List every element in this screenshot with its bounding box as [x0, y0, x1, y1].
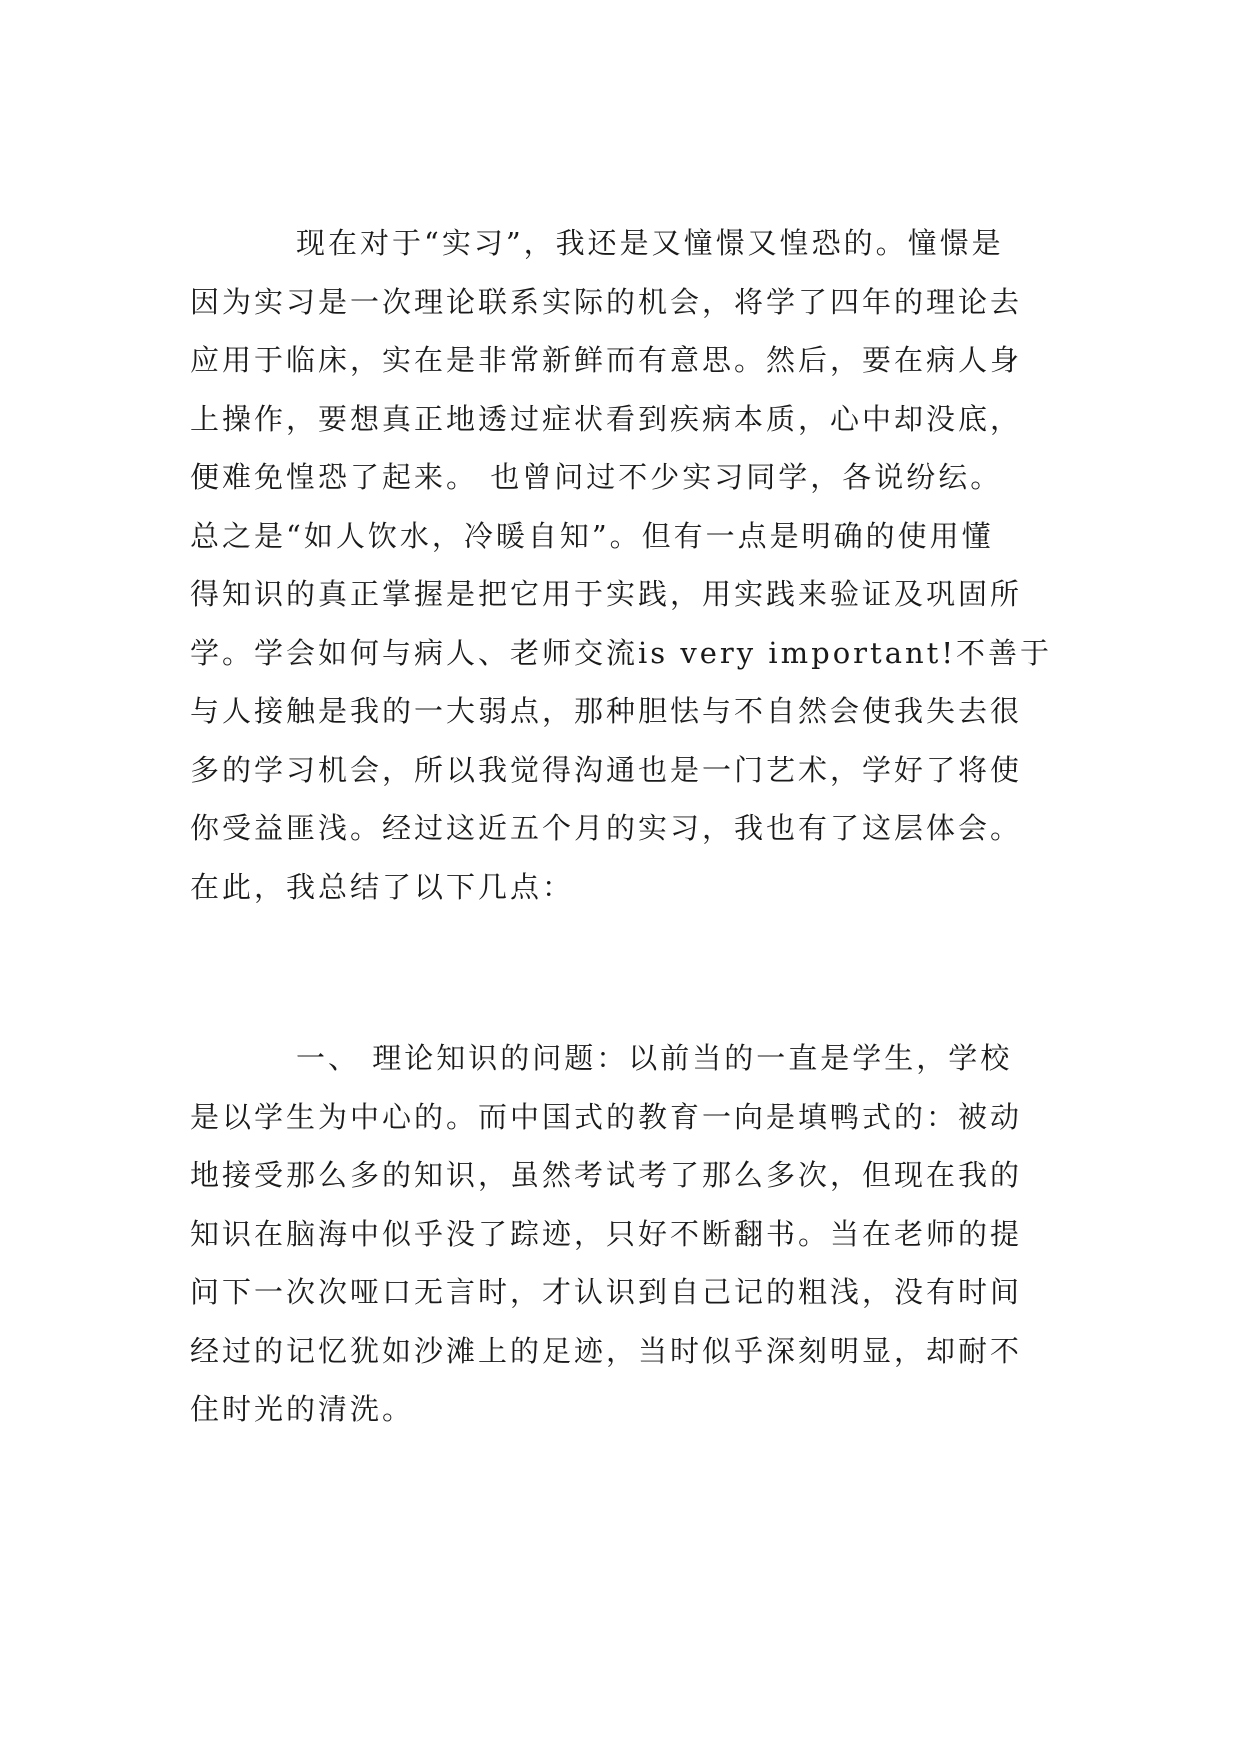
- paragraph-line: 是以学生为中心的。而中国式的教育一向是填鸭式的：被动: [190, 1099, 1023, 1134]
- paragraph-line: 经过的记忆犹如沙滩上的足迹，当时似乎深刻明显，却耐不: [190, 1333, 1023, 1368]
- paragraph-line: 问下一次次哑口无言时，才认识到自己记的粗浅，没有时间: [190, 1275, 1023, 1309]
- paragraph-line: 学。学会如何与病人、老师交流is very important!不善于: [190, 635, 1052, 670]
- paragraph-theory-knowledge: [190, 1029, 1070, 1439]
- paragraph-line: 与人接触是我的一大弱点，那种胆怯与不自然会使我失去很: [190, 694, 1023, 728]
- paragraph-line: 总之是“如人饮水，冷暖自知”。但有一点是明确的使用懂: [190, 518, 994, 553]
- paragraph-line: 因为实习是一次理论联系实际的机会，将学了四年的理论去: [190, 284, 1023, 319]
- paragraph-internship-feelings: [190, 214, 1070, 916]
- paragraph-line: 地接受那么多的知识，虽然考试考了那么多次，但现在我的: [190, 1158, 1023, 1192]
- paragraph-line: 在此，我总结了以下几点：: [190, 869, 575, 904]
- paragraph-line: 现在对于“实习”，我还是又憧憬又惶恐的。憧憬是: [296, 226, 1004, 260]
- paragraph-line: 住时光的清洗。: [190, 1392, 415, 1426]
- paragraph-line: 知识在脑海中似乎没了踪迹，只好不断翻书。当在老师的提: [190, 1216, 1023, 1251]
- paragraph-line: 应用于临床，实在是非常新鲜而有意思。然后，要在病人身: [190, 343, 1023, 377]
- paragraph-line: 你受益匪浅。经过这近五个月的实习，我也有了这层体会。: [190, 811, 1023, 845]
- paragraph-line: 便难免惶恐了起来。 也曾问过不少实习同学，各说纷纭。: [190, 460, 1003, 494]
- paragraph-line: 得知识的真正掌握是把它用于实践，用实践来验证及巩固所: [190, 577, 1023, 611]
- paragraph-line: 一、 理论知识的问题：以前当的一直是学生，学校: [296, 1041, 1013, 1075]
- paragraph-line: 上操作，要想真正地透过症状看到疾病本质，心中却没底，: [190, 401, 1023, 436]
- paragraph-line: 多的学习机会，所以我觉得沟通也是一门艺术，学好了将使: [190, 752, 1023, 787]
